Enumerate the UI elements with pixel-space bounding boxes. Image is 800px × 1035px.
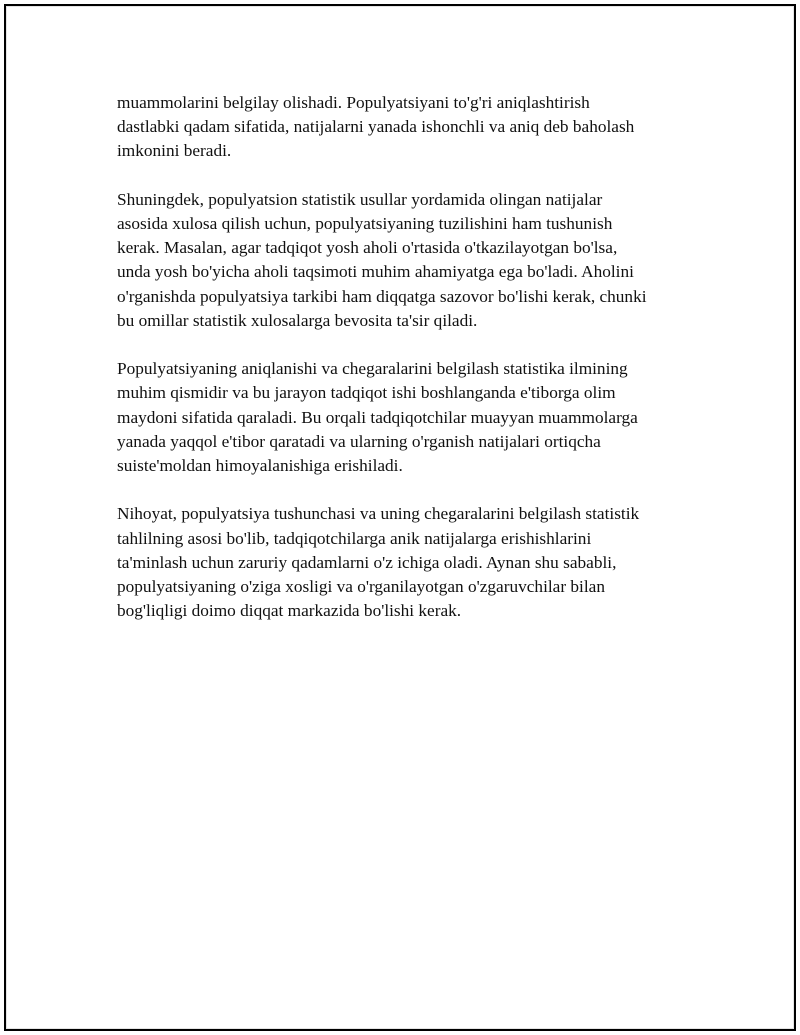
text-line: muammolarini belgilay olishadi. Populyatsiyani to'g'ri aniqlashtirish xyxy=(117,93,590,112)
text-line: yanada yaqqol e'tibor qaratadi va ularning o'rganish natijalari ortiqcha xyxy=(117,431,601,451)
text-line: tahlilning asosi bo'lib, tadqiqotchilarga anik natijalarga erishishlarini xyxy=(117,528,592,548)
text-line: asosida xulosa qilish uchun, populyatsiyaning tuzilishini ham tushunish xyxy=(117,214,613,233)
text-line: kerak. Masalan, agar tadqiqot yosh aholi o'rtasida o'tkazilayotgan bo'lsa, xyxy=(117,238,618,258)
text-line: Shuningdek, populyatsion statistik usullar yordamida olingan natijalar xyxy=(117,189,603,209)
text-line: suiste'moldan himoyalanishiga erishiladi. xyxy=(117,456,403,476)
paragraph-2 xyxy=(117,188,662,333)
text-line: Populyatsiyaning aniqlanishi va chegaralarini belgilash statistika ilmining xyxy=(117,359,628,379)
text-line: o'rganishda populyatsiya tarkibi ham diqqatga sazovor bo'lishi kerak, chunki xyxy=(117,286,647,306)
text-line: imkonini beradi. xyxy=(117,141,232,161)
paragraph-3 xyxy=(117,357,662,478)
paragraph-1 xyxy=(117,91,662,164)
document-body xyxy=(117,91,662,648)
text-line: unda yosh bo'yicha aholi taqsimoti muhim ahamiyatga ega bo'ladi. Aholini xyxy=(117,262,634,282)
text-line: dastlabki qadam sifatida, natijalarni yanada ishonchli va aniq deb baholash xyxy=(117,117,635,137)
paragraph-4 xyxy=(117,502,662,623)
text-line: muhim qismidir va bu jarayon tadqiqot ishi boshlanganda e'tiborga olim xyxy=(117,383,616,403)
text-line: bog'liqligi doimo diqqat markazida bo'lishi kerak. xyxy=(117,601,462,621)
text-line: maydoni sifatida qaraladi. Bu orqali tadqiqotchilar muayyan muammolarga xyxy=(117,407,638,427)
text-line: populyatsiyaning o'ziga xosligi va o'rganilayotgan o'zgaruvchilar bilan xyxy=(117,577,605,597)
text-line: ta'minlash uchun zaruriy qadamlarni o'z ichiga oladi. Aynan shu sababli, xyxy=(117,552,617,572)
text-line: bu omillar statistik xulosalarga bevosita ta'sir qiladi. xyxy=(117,310,478,330)
text-line: Nihoyat, populyatsiya tushunchasi va uning chegaralarini belgilash statistik xyxy=(117,504,640,524)
